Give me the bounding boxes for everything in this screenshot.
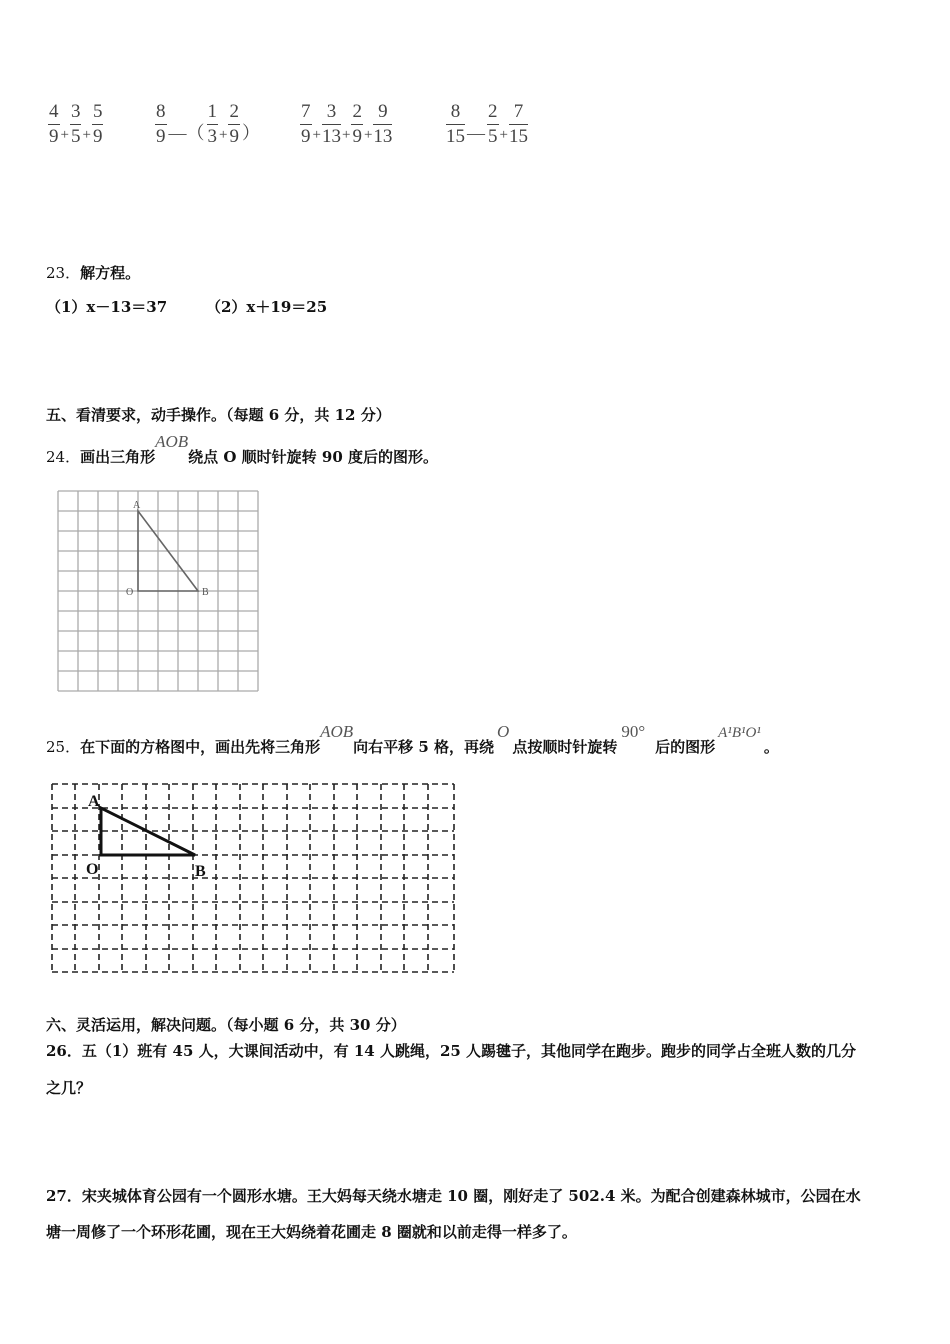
fraction: $\frac{1}{3}$ [207,101,217,147]
question-23-equation-1: （1）x－13＝37 [46,298,168,316]
fraction: $\frac{7}{9}$ [301,101,311,147]
fraction: $\frac{8}{15}$ [446,101,465,147]
vertex-label-b: B [195,863,206,880]
vertex-label-o: O [86,861,99,878]
fraction-expression-4 [446,102,528,146]
operator: + [219,126,228,143]
vertex-label-o: O [126,587,134,598]
question-23-title: 23．解方程。 [46,264,141,282]
operator: — [467,122,485,143]
operator: + [82,126,91,143]
fraction: $\frac{3}{5}$ [70,101,81,147]
vertex-label-a: A [133,500,141,511]
fraction: $\frac{2}{5}$ [488,101,498,147]
fraction: $\frac{2}{9}$ [352,101,362,147]
question-24-text: 24．画出三角形AOB绕点 O 顺时针旋转 90 度后的图形。 [46,432,438,466]
question-27-line-2: 塘一周修了一个环形花圃，现在王大妈绕着花圃走 8 圈就和以前走得一样多了。 [46,1223,577,1241]
question-25-text: 25．在下面的方格图中，画出先将三角形AOB向右平移 5 格，再绕O点按顺时针旋转90°后的图形A¹B¹O¹。 [46,722,779,756]
grid-q24 [55,488,263,696]
question-26-line-2: 之几？ [46,1079,92,1097]
operator: + [499,126,508,143]
fraction: $\frac{3}{13}$ [321,101,341,147]
fraction: $\frac{4}{9}$ [49,101,59,147]
operator: ） [241,122,260,143]
operator: + [341,126,351,143]
fraction-expression-3 [300,102,392,146]
operator: + [363,126,373,143]
fraction-expression-2 [155,102,262,146]
fraction: $\frac{2}{9}$ [229,101,239,147]
fraction: $\frac{8}{9}$ [156,101,166,147]
question-27-line-1: 27．宋夹城体育公园有一个圆形水塘。王大妈每天绕水塘走 10 圈，刚好走了 502.4 米。为配合创建森林城市，公园在水 [46,1187,861,1205]
fraction: $\frac{7}{15}$ [508,101,528,147]
question-23-equation-2: （2）x＋19＝25 [206,298,328,316]
operator: —（ [168,122,205,143]
fraction: $\frac{5}{9}$ [92,101,103,147]
section-6-heading: 六、灵活运用，解决问题。（每小题 6 分，共 30 分） [46,1016,406,1034]
section-5-heading: 五、看清要求，动手操作。（每题 6 分，共 12 分） [46,406,391,424]
vertex-label-a: A [88,793,100,810]
fraction: $\frac{9}{13}$ [373,101,393,147]
vertex-label-b: B [202,587,209,598]
question-26-line-1: 26．五（1）班有 45 人，大课间活动中，有 14 人跳绳，25 人踢毽子，其他同学在跑步。跑步的同学占全班人数的几分 [46,1042,857,1060]
fraction-expression-1 [48,102,103,146]
operator: + [60,126,69,143]
operator: + [312,126,321,143]
grid-q25 [46,779,460,979]
